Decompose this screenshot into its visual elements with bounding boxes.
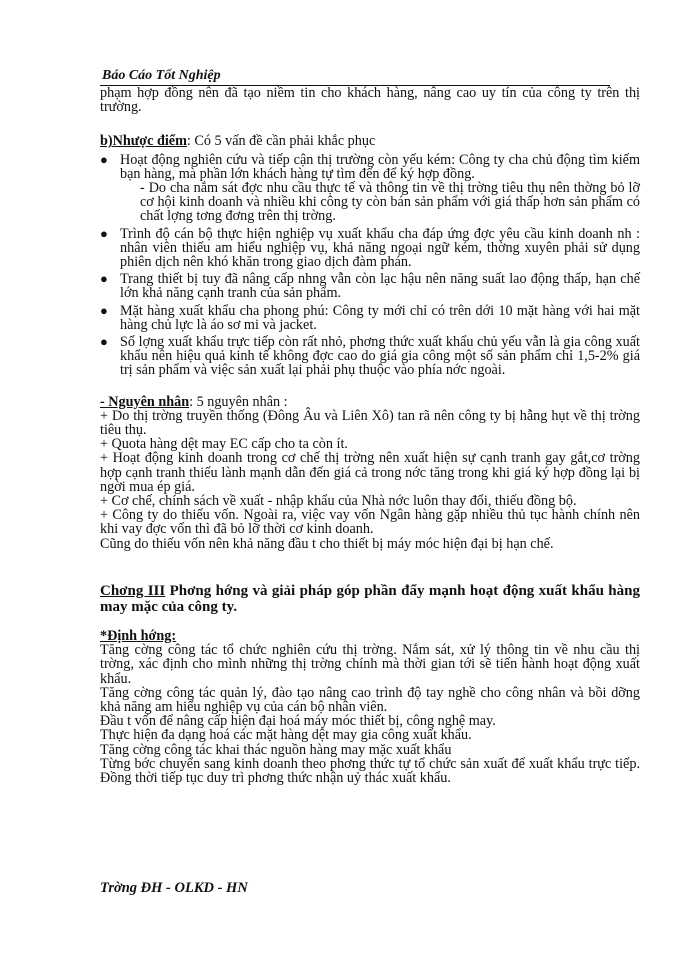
weakness-list — [100, 153, 640, 378]
bullet-icon: ● — [100, 271, 108, 287]
chapter-title — [100, 583, 640, 615]
chapter-title-text: Phơng hớng và giải pháp góp phần đẩy mạnh hoạt động xuất khẩu hàng may mặc của công ty. — [100, 582, 640, 615]
causes-label: - Nguyên nhân — [100, 393, 190, 410]
weakness-item-text: Mặt hàng xuất khẩu cha phong phú: Công ty mới chỉ có trên dới 10 mặt hàng với hai mặt hàng chủ lực là áo sơ mi và jacket. — [120, 302, 640, 333]
weakness-item — [100, 304, 640, 332]
bullet-icon: ● — [100, 302, 108, 318]
cause-item: + Hoạt động kinh doanh trong cơ chế thị trờng nên xuất hiện sự cạnh tranh gay gắt,cơ trờng hợp cạnh tranh thiếu lành mạnh dẫn đến giá cả trong nớc tăng trong khi giá ký hợp đồng lại bị ngời mua ép giá. — [100, 450, 640, 495]
weakness-item-text: Hoạt động nghiên cứu và tiếp cận thị trường còn yếu kém: Công ty cha chủ động tìm kiếm bạn hàng, mà phần lớn khách hàng tự tìm đến để ký hợp đồng. — [120, 151, 640, 182]
causes-heading — [100, 395, 640, 409]
weakness-item-text: Trình độ cán bộ thực hiện nghiệp vụ xuất khẩu cha đáp ứng đợc yêu cầu kinh doanh nh : nhân viên thiếu am hiểu nghiệp vụ, khả năng ngoại ngữ kém, thờng xuyên phải sử dụng phiên dịch nên khó khăn trong giao dịch đàm phán. — [120, 225, 640, 271]
report-header — [100, 68, 610, 86]
orientation-heading-text: *Định hớng: — [100, 627, 177, 644]
orientation-item: Tăng cờng công tác quản lý, đào tạo nâng cao trình độ tay nghề cho công nhân và bồi dỡng khả năng am hiểu nghiệp vụ của cán bộ nhân viên. — [100, 684, 640, 715]
orientation-item: Thực hiện đa dạng hoá các mặt hàng dệt may gia công xuất khẩu. — [100, 727, 472, 744]
chapter-label: Chơng III — [100, 582, 166, 599]
bullet-icon: ● — [100, 334, 108, 350]
weakness-label: b)Nhược điểm — [100, 133, 187, 150]
footer-text: Trờng ĐH - OLKD - HN — [100, 880, 248, 896]
orientation-heading — [100, 629, 640, 643]
weakness-item — [100, 227, 640, 270]
weakness-heading-text: : Có 5 vấn đề cần phải khắc phục — [186, 133, 376, 150]
weakness-item-text: Số lợng xuất khẩu trực tiếp còn rất nhỏ, phơng thức xuất khẩu chủ yếu vẫn là gia công xuất khẩu nên hiệu quả kinh tế không đợc cao do giá gia công một số sản phẩm chỉ 1,5-2% giá trị sản phẩm và việc sản xuất lại phải phụ thuộc vào phía nớc ngoài. — [120, 334, 640, 379]
document-page — [100, 68, 640, 785]
weakness-item — [100, 272, 640, 300]
orientation-item: Từng bớc chuyển sang kinh doanh theo phơng thức tự tổ chức sản xuất để xuất khẩu trực tiếp. Đồng thời tiếp tục duy trì phơng thức nhận uỷ thác xuất khẩu. — [100, 755, 640, 786]
causes-heading-text: : 5 nguyên nhân : — [189, 393, 288, 410]
bullet-icon: ● — [100, 225, 108, 241]
weakness-sub-note: - Do cha nắm sát đợc nhu cầu thực tế và thông tin về thị trờng tiêu thụ nên thờng bỏ lỡ cơ hội kinh doanh và nhiều khi công ty còn bán sản phẩm với giá thấp hơn sản phẩm có chất lợng tơng đơng trên thị trờng. — [140, 180, 640, 225]
orientation-item: Tăng cờng công tác tổ chức nghiên cứu thị trờng. Nắm sát, xử lý thông tin về nhu cầu thị trờng, xác định cho mình những thị trờng chính mà thời gian tới sẽ tiến hành hoạt động xuất khẩu. — [100, 642, 640, 687]
weakness-item-text: Trang thiết bị tuy đã nâng cấp nhng vẫn còn lạc hậu nên năng suất lao động thấp, hạn chế lớn khả năng cạnh tranh của sản phẩm. — [120, 271, 640, 302]
orientation-item: Đầu t vốn để nâng cấp hiện đại hoá máy móc thiết bị, công nghệ may. — [100, 713, 496, 730]
report-header-title: Báo Cáo Tốt Nghiệp — [102, 68, 221, 83]
weakness-item — [100, 153, 640, 224]
cause-item: + Do thị trờng truyền thống (Đông Âu và Liên Xô) tan rã nên công ty bị hẫng hụt về thị trờng tiêu thụ. — [100, 407, 640, 439]
cause-item: + Công ty do thiếu vốn. Ngoài ra, việc vay vốn Ngân hàng gặp nhiều thủ tục hành chính nên khi vay đợc vốn thì đã bỏ lỡ thời cơ kinh doanh. — [100, 507, 640, 538]
weakness-heading — [100, 134, 640, 148]
orientation-item: Tăng cờng công tác khai thác nguồn hàng may mặc xuất khẩu — [100, 741, 452, 758]
bullet-icon: ● — [100, 151, 108, 167]
intro-paragraph: phạm hợp đồng nên đã tạo niềm tin cho khách hàng, nâng cao uy tín của công ty trên thị trường. — [100, 85, 640, 116]
cause-item: + Quota hàng dệt may EC cấp cho ta còn ít. — [100, 436, 348, 453]
cause-item: + Cơ chế, chính sách về xuất - nhập khẩu của Nhà nớc luôn thay đổi, thiếu đồng bộ. — [100, 493, 577, 510]
cause-item: Cũng do thiếu vốn nên khả năng đầu t cho thiết bị máy móc hiện đại bị hạn chế. — [100, 535, 554, 552]
weakness-item — [100, 335, 640, 378]
page-footer — [100, 880, 248, 897]
